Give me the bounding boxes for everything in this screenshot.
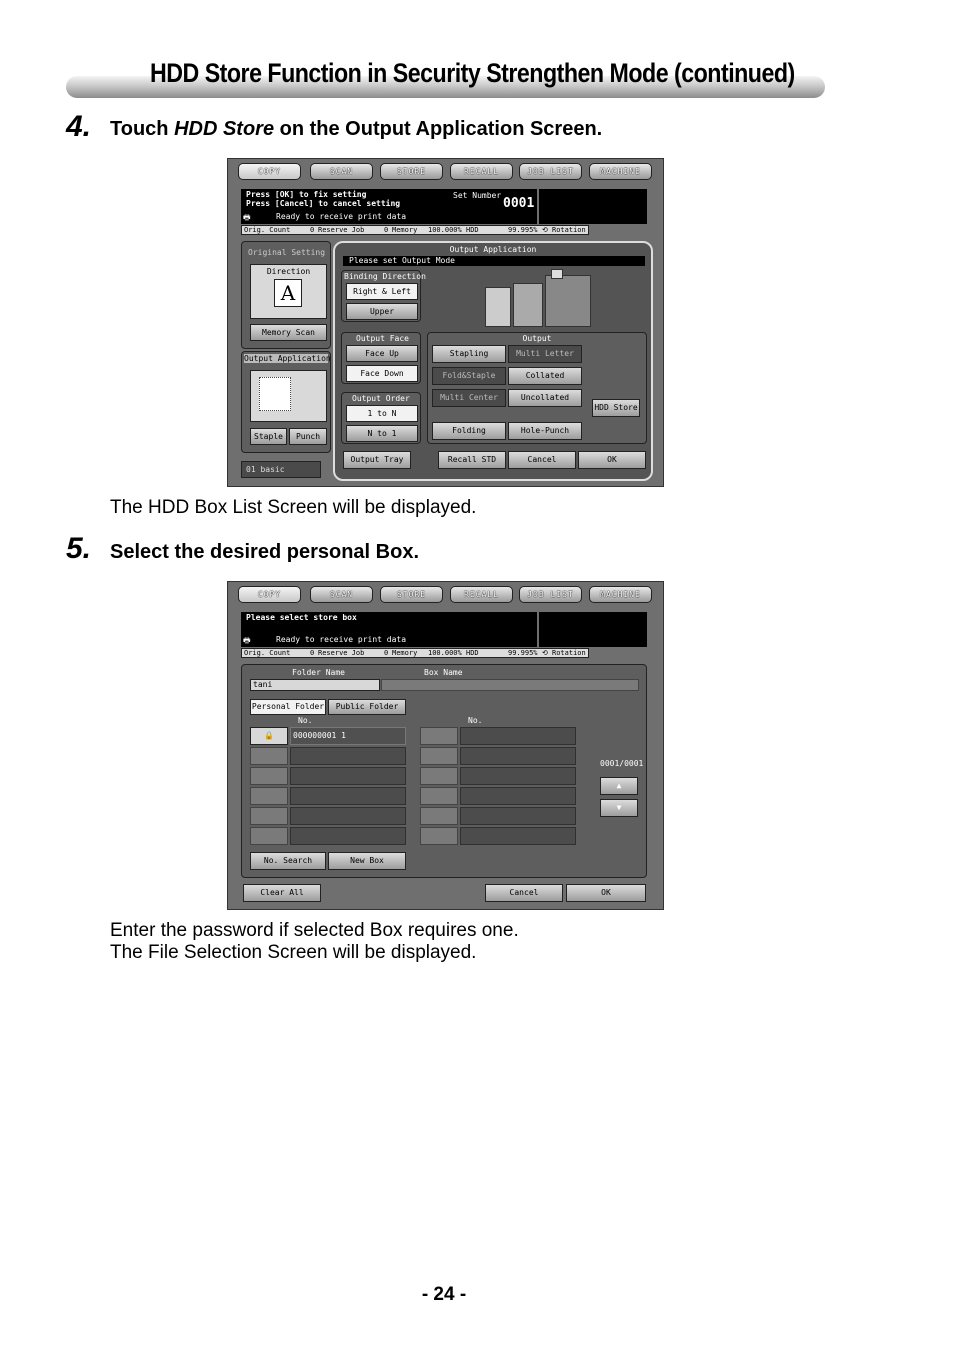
ok-button[interactable]: OK	[566, 884, 646, 902]
output-preview[interactable]	[250, 370, 327, 422]
box-row-6[interactable]	[290, 827, 406, 845]
output-application-screenshot	[227, 158, 664, 487]
dialog-message: Please set Output Mode	[343, 256, 645, 266]
hole-punch-button[interactable]: Hole-Punch	[508, 422, 582, 440]
tab-machine[interactable]: MACHINE	[589, 163, 652, 180]
output-application-left-panel: Output Application Staple Punch	[241, 351, 331, 453]
no-column-header-right: No.	[468, 716, 483, 725]
box-row-9[interactable]	[460, 767, 576, 785]
dialog-title: Output Application	[449, 245, 537, 254]
box-name-header: Box Name	[424, 668, 463, 677]
box-row-8-icon[interactable]	[420, 747, 458, 765]
lock-icon[interactable]: 🔒	[250, 727, 288, 745]
ready-status: Ready to receive print data	[276, 635, 407, 644]
box-row-11[interactable]	[460, 807, 576, 825]
no-search-button[interactable]: No. Search	[250, 852, 326, 870]
folding-button[interactable]: Folding	[432, 422, 506, 440]
ready-status: Ready to receive print data	[276, 212, 407, 221]
face-up-button[interactable]: Face Up	[346, 345, 418, 362]
box-row-10[interactable]	[460, 787, 576, 805]
message-area-right	[539, 189, 647, 224]
top-tabs	[234, 163, 657, 181]
multi-center-button[interactable]: Multi Center	[432, 389, 506, 407]
original-setting-panel: Original Setting Direction A Memory Scan	[241, 241, 331, 349]
box-row-4-icon[interactable]	[250, 787, 288, 805]
step-4-instruction: Touch HDD Store on the Output Application Screen.	[110, 118, 603, 140]
step-5-number: 5.	[66, 532, 92, 565]
recall-std-button[interactable]: Recall STD	[438, 451, 506, 469]
message-line-1: Press [OK] to fix setting	[246, 190, 367, 199]
scroll-up-button[interactable]: ▲	[600, 777, 638, 795]
set-number-value: 0001	[503, 196, 535, 211]
direction-box[interactable]: Direction A	[250, 264, 327, 319]
right-left-button[interactable]: Right & Left	[346, 283, 418, 300]
message-line-1: Please select store box	[246, 613, 357, 622]
message-area	[241, 612, 537, 647]
tab-store[interactable]: STORE	[380, 586, 443, 603]
rotation-icon: ⟲	[542, 226, 548, 234]
uncollated-button[interactable]: Uncollated	[508, 389, 582, 407]
box-row-2[interactable]	[290, 747, 406, 765]
box-list-panel	[241, 664, 647, 878]
box-row-3-icon[interactable]	[250, 767, 288, 785]
hdd-box-list-screenshot	[227, 581, 664, 910]
box-row-7-icon[interactable]	[420, 727, 458, 745]
punch-button[interactable]: Punch	[289, 428, 327, 445]
upper-button[interactable]: Upper	[346, 303, 418, 320]
basic-button[interactable]: 01 basic	[241, 461, 321, 478]
hdd-store-button[interactable]: HDD Store	[592, 399, 640, 417]
new-box-button[interactable]: New Box	[328, 852, 406, 870]
box-row-3[interactable]	[290, 767, 406, 785]
status-bar: Orig. Count 0 Reserve Job 0 Memory 100.000% HDD 99.995% ⟲ Rotation	[241, 648, 589, 658]
tab-job-list[interactable]: JOB LIST	[519, 163, 582, 180]
message-area-right	[539, 612, 647, 647]
box-name-field[interactable]	[381, 679, 639, 691]
tab-copy[interactable]: COPY	[238, 163, 301, 180]
printer-icon: 🖶	[243, 213, 251, 222]
box-row-1[interactable]: 000000001 1	[290, 727, 406, 745]
rotation-icon: ⟲	[542, 649, 548, 657]
stapling-button[interactable]: Stapling	[432, 345, 506, 363]
box-row-9-icon[interactable]	[420, 767, 458, 785]
memory-scan-button[interactable]: Memory Scan	[250, 324, 327, 341]
box-row-7[interactable]	[460, 727, 576, 745]
set-number-label: Set Number	[453, 191, 502, 200]
page-indicator: 0001/0001	[600, 759, 644, 768]
status-bar: Orig. Count 0 Reserve Job 0 Memory 100.000% HDD 99.995% ⟲ Rotation	[241, 225, 589, 235]
step-5-result-line-1: Enter the password if selected Box requires one.	[110, 920, 519, 941]
cancel-button[interactable]: Cancel	[485, 884, 563, 902]
output-face-group: Output Face Face Up Face Down	[341, 332, 421, 384]
public-folder-tab[interactable]: Public Folder	[328, 699, 406, 715]
folder-name-header: Folder Name	[292, 668, 345, 677]
ok-button[interactable]: OK	[578, 451, 646, 469]
n-to-one-button[interactable]: N to 1	[346, 425, 418, 442]
tab-machine[interactable]: MACHINE	[589, 586, 652, 603]
tab-job-list[interactable]: JOB LIST	[519, 586, 582, 603]
message-area	[241, 189, 537, 224]
box-row-4[interactable]	[290, 787, 406, 805]
message-line-2: Press [Cancel] to cancel setting	[246, 199, 401, 208]
box-row-8[interactable]	[460, 747, 576, 765]
box-row-10-icon[interactable]	[420, 787, 458, 805]
step-4-number: 4.	[66, 110, 92, 143]
box-row-11-icon[interactable]	[420, 807, 458, 825]
tab-store[interactable]: STORE	[380, 163, 443, 180]
page-title: HDD Store Function in Security Strengthen Mode (continued)	[150, 58, 795, 88]
tab-scan[interactable]: SCAN	[310, 163, 373, 180]
top-tabs	[234, 586, 657, 604]
tab-recall[interactable]: RECALL	[450, 586, 513, 603]
binding-direction-group: Binding Direction Right & Left Upper	[341, 270, 421, 322]
folder-name-field[interactable]: tani	[250, 679, 380, 691]
personal-folder-tab[interactable]: Personal Folder	[250, 699, 326, 715]
cancel-button[interactable]: Cancel	[508, 451, 576, 469]
output-tray-button[interactable]: Output Tray	[343, 451, 411, 469]
tab-recall[interactable]: RECALL	[450, 163, 513, 180]
output-group: Output Stapling Multi Letter Fold&Staple Collated Multi Center Uncollated Folding Hole-Punch HDD Store	[427, 332, 647, 444]
step-5-instruction: Select the desired personal Box.	[110, 541, 419, 563]
clear-all-button[interactable]: Clear All	[243, 884, 321, 902]
box-row-12-icon[interactable]	[420, 827, 458, 845]
output-order-group: Output Order 1 to N N to 1	[341, 392, 421, 444]
face-down-button[interactable]: Face Down	[346, 365, 418, 382]
direction-glyph: A	[274, 279, 302, 307]
one-to-n-button[interactable]: 1 to N	[346, 405, 418, 422]
tab-scan[interactable]: SCAN	[310, 586, 373, 603]
fold-staple-button[interactable]: Fold&Staple	[432, 367, 506, 385]
step-4-result: The HDD Box List Screen will be displayed.	[110, 497, 477, 518]
tab-copy[interactable]: COPY	[238, 586, 301, 603]
no-column-header-left: No.	[298, 716, 313, 725]
box-row-6-icon[interactable]	[250, 827, 288, 845]
box-row-5[interactable]	[290, 807, 406, 825]
box-row-12[interactable]	[460, 827, 576, 845]
printer-icon: 🖶	[243, 636, 251, 645]
scroll-down-button[interactable]: ▼	[600, 799, 638, 817]
box-row-5-icon[interactable]	[250, 807, 288, 825]
output-application-dialog	[333, 241, 653, 481]
staple-button[interactable]: Staple	[250, 428, 287, 445]
page-number: - 24 -	[421, 1284, 467, 1305]
step-5-result-line-2: The File Selection Screen will be displayed.	[110, 942, 477, 963]
multi-letter-button[interactable]: Multi Letter	[508, 345, 582, 363]
box-row-2-icon[interactable]	[250, 747, 288, 765]
collated-button[interactable]: Collated	[508, 367, 582, 385]
machine-illustration	[463, 269, 593, 331]
